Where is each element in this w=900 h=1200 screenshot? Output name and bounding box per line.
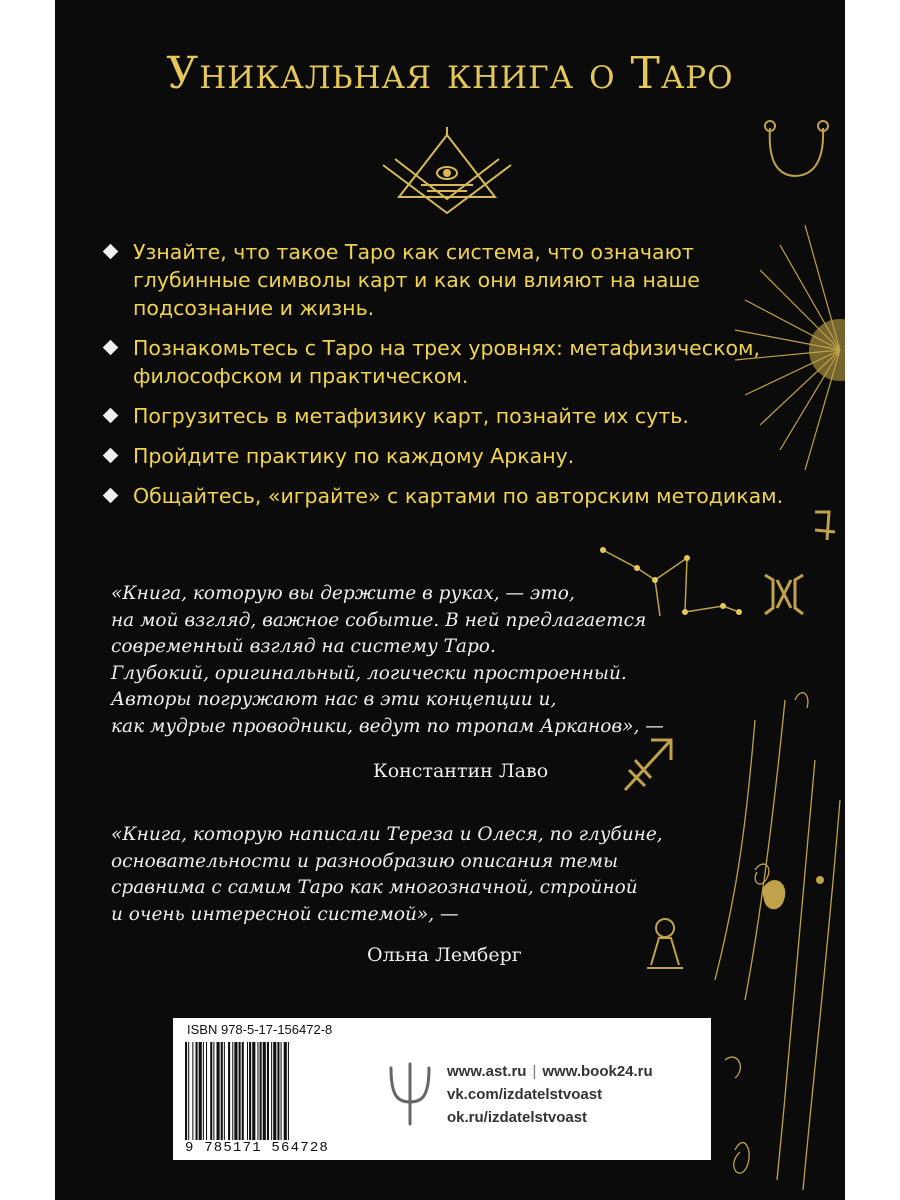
barcode-bar: [273, 1042, 276, 1140]
feature-item: [103, 402, 803, 430]
barcode-bar: [257, 1042, 258, 1140]
barcode-bar: [228, 1042, 230, 1140]
barcode-bar: [288, 1042, 289, 1140]
diamond-bullet-icon: [103, 488, 119, 504]
masonic-compass-icon: [377, 125, 517, 220]
isbn-label: ISBN 978-5-17-156472-8: [187, 1022, 333, 1037]
diamond-bullet-icon: [103, 408, 119, 424]
barcode-bar: [267, 1042, 269, 1140]
feature-item: [103, 238, 803, 322]
feature-text: Познакомьтесь с Таро на трех уровнях: метафизическом, философском и практическом.: [133, 336, 760, 388]
feature-text: Погрузитесь в метафизику карт, познайте их суть.: [133, 404, 689, 428]
barcode-bar: [281, 1042, 282, 1140]
link-separator: |: [532, 1063, 537, 1080]
barcode-bar: [284, 1042, 287, 1140]
barcode-bar: [277, 1042, 279, 1140]
quote-author: Константин Лаво: [373, 760, 549, 782]
barcode-bar: [192, 1042, 193, 1140]
cover-title: Уникальная книга о Таро: [166, 48, 734, 99]
barcode-bar: [185, 1042, 187, 1140]
barcode-bar: [263, 1042, 266, 1140]
barcode-image: [183, 1042, 383, 1140]
feature-item: [103, 334, 803, 390]
barcode-bar: [196, 1042, 198, 1140]
diamond-bullet-icon: [103, 244, 119, 260]
barcode-panel: [173, 1018, 711, 1160]
barcode-bar: [199, 1042, 202, 1140]
book-back-cover: [55, 0, 845, 1200]
barcode-bar: [252, 1042, 255, 1140]
barcode-bar: [224, 1042, 225, 1140]
link-ast[interactable]: www.ast.ru: [447, 1063, 527, 1080]
quote-author: Ольна Лемберг: [367, 944, 522, 966]
barcode-bar: [217, 1042, 220, 1140]
quote-text: «Книга, которую вы держите в руках, — это, на мой взгляд, важное событие. В ней предлагается современный взгляд на систему Таро. Глубокий, оригинальный, логически простроенный. Авторы погружают нас в эти концепции и, как мудрые проводники, ведут по тропам Арканов», —: [111, 583, 664, 737]
feature-text: Пройдите практику по каждому Аркану.: [133, 444, 575, 468]
quote-text: «Книга, которую написали Тереза и Олеся, по глубине, основательности и разнообразию описания темы сравнима с самим Таро как многозначной, стройной и очень интересной системой», —: [111, 824, 663, 925]
feature-text: Узнайте, что такое Таро как система, что означают глубинные символы карт и как они влияют на наше подсознание и жизнь.: [133, 240, 700, 320]
barcode-bar: [249, 1042, 251, 1140]
barcode-bar: [260, 1042, 262, 1140]
barcode-number: 9 785171 564728: [185, 1140, 330, 1156]
feature-item: [103, 442, 803, 470]
diamond-bullet-icon: [103, 340, 119, 356]
barcode-bar: [203, 1042, 204, 1140]
barcode-bar: [247, 1042, 248, 1140]
barcode-bar: [232, 1042, 233, 1140]
barcode-bar: [242, 1042, 244, 1140]
barcode-bar: [210, 1042, 212, 1140]
link-book24[interactable]: www.book24.ru: [542, 1063, 653, 1080]
barcode-bar: [206, 1042, 207, 1140]
publisher-links: [447, 1060, 653, 1129]
feature-text: Общайтесь, «играйте» с картами по авторским методикам.: [133, 484, 784, 508]
barcode-bar: [213, 1042, 214, 1140]
link-vk[interactable]: vk.com/izdatelstvoast: [447, 1086, 603, 1103]
barcode-bar: [221, 1042, 223, 1140]
barcode-bar: [234, 1042, 237, 1140]
barcode-bar: [239, 1042, 241, 1140]
publisher-psi-logo-icon: [387, 1058, 433, 1128]
diamond-bullet-icon: [103, 448, 119, 464]
barcode-bar: [271, 1042, 272, 1140]
link-ok[interactable]: ok.ru/izdatelstvoast: [447, 1109, 588, 1126]
barcode-bar: [188, 1042, 189, 1140]
feature-list: [103, 238, 803, 522]
feature-item: [103, 482, 803, 510]
